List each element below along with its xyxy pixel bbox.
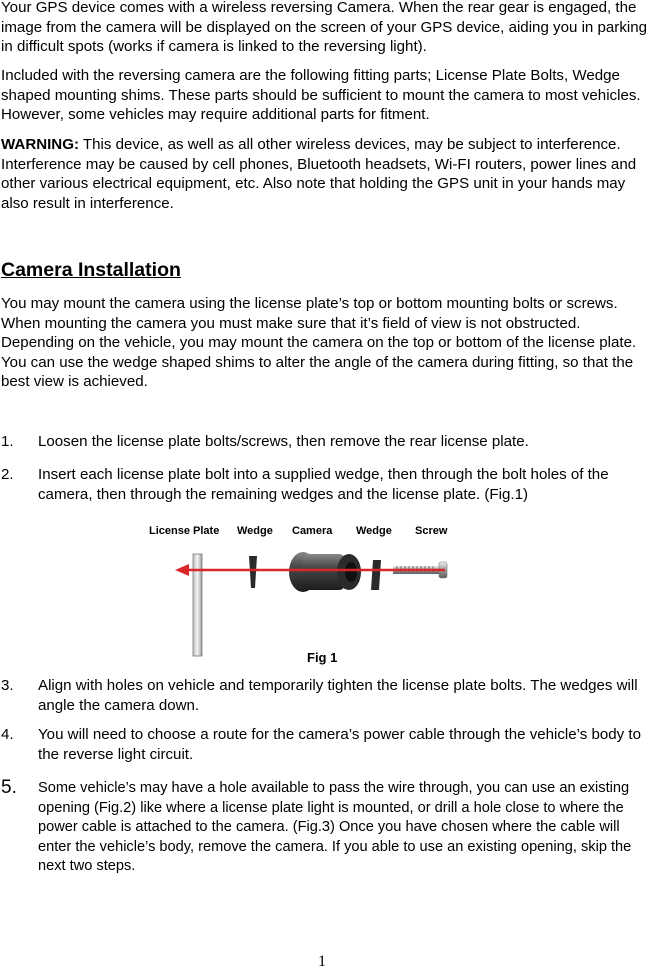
figure-labels xyxy=(145,522,455,538)
step-text: Insert each license plate bolt into a supplied wedge, then through the bolt holes of the camera, then through the remaining wedges and the license plate. (Fig.1) xyxy=(38,466,609,503)
figure-label-screw: Screw xyxy=(415,525,448,537)
section-heading: Camera Installation xyxy=(1,259,181,281)
wedge-shape xyxy=(249,556,257,588)
step-text: Align with holes on vehicle and temporarily tighten the license plate bolts. The wedges will angle the camera down. xyxy=(38,677,638,714)
step-number: 3. xyxy=(1,677,14,694)
installation-paragraph: You may mount the camera using the license plate’s top or bottom mounting bolts or screws. When mounting the camera you must make sure that it’s field of view is not obstructed. Depending on the vehicle, you may mount the camera on the top or bottom of the license plate. You can use the wedge shaped shims to alter the angle of the camera during fitting, so that the best view is achieved. xyxy=(1,295,637,390)
page-number: 1 xyxy=(318,953,326,970)
step-number: 5. xyxy=(1,777,17,798)
intro-paragraph-2: Included with the reversing camera are the following fitting parts; License Plate Bolts, Wedge shaped mounting shims. These parts should be sufficient to mount the camera to most vehicles. However, some vehicles may require additional parts for fitment. xyxy=(1,67,641,123)
step-text: You will need to choose a route for the camera’s power cable through the vehicle’s body to the reverse light circuit. xyxy=(38,726,642,763)
warning-text: This device, as well as all other wireless devices, may be subject to interference. Interference may be caused by cell phones, Bluetooth headsets, Wi-FI routers, power lines and other various electrical equipment, etc. Also note that holding the GPS unit in your hands may also result in interference. xyxy=(1,136,637,212)
warning-paragraph xyxy=(1,135,653,213)
step-number: 4. xyxy=(1,726,14,743)
figure-label-license-plate: License Plate xyxy=(149,525,220,537)
warning-label: WARNING: xyxy=(1,136,79,153)
figure-caption: Fig 1 xyxy=(307,650,338,665)
figure-label-wedge: Wedge xyxy=(356,525,392,537)
figure-label-wedge: Wedge xyxy=(237,525,273,537)
intro-paragraph-1: Your GPS device comes with a wireless reversing Camera. When the rear gear is engaged, the image from the camera will be displayed on the screen of your GPS device, aiding you in parking in difficult spots (works if camera is linked to the reversing light). xyxy=(1,0,648,55)
step-text: Some vehicle’s may have a hole available to pass the wire through, you can use an existing opening (Fig.2) like where a license plate light is mounted, or drill a hole close to where the power cable is attached to the camera. (Fig.3) Once you have chosen where the cable will enter the vehicle’s body, remove the camera. If you able to use an existing opening, skip the next two steps. xyxy=(38,780,632,874)
figure-illustration xyxy=(145,540,455,660)
step-text: Loosen the license plate bolts/screws, then remove the rear license plate. xyxy=(38,433,529,450)
wedge-shape xyxy=(371,560,381,590)
step-number: 2. xyxy=(1,466,14,483)
figure-1 xyxy=(145,522,455,662)
figure-label-camera: Camera xyxy=(292,525,333,537)
camera-shape xyxy=(289,552,361,592)
step-number: 1. xyxy=(1,433,14,450)
